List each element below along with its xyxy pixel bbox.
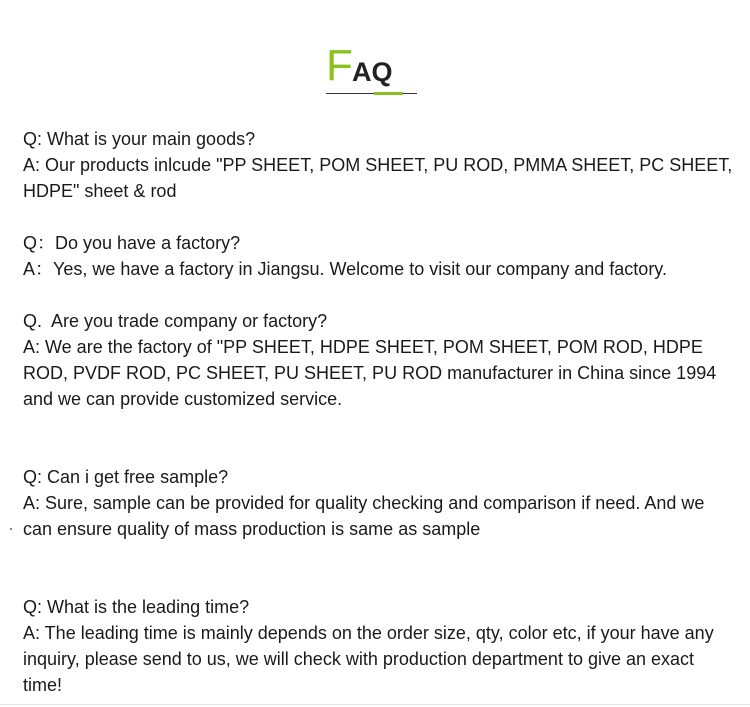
faq-heading-first-letter: F [326,41,353,90]
faq-question: Q: Can i get free sample? [23,467,229,487]
faq-item-leading-time [23,594,735,698]
faq-heading-rest: AQ [352,57,393,87]
faq-answer: A: Our products inlcude "PP SHEET, POM SHEET, PU ROD, PMMA SHEET, PC SHEET, HDPE" sheet & rod [23,155,738,201]
faq-question: Q. Are you trade company or factory? [23,311,328,331]
heading-underline [326,93,417,94]
faq-question: Q：Do you have a factory? [23,233,241,253]
faq-item-factory [23,230,735,282]
faq-answer: A: We are the factory of "PP SHEET, HDPE SHEET, POM SHEET, POM ROD, HDPE ROD, PVDF ROD, PC SHEET, PU SHEET, PU ROD manufacturer in China since 1994 and we can provide customized service. [23,337,722,409]
faq-item-free-sample [23,464,735,542]
bottom-divider [0,704,750,705]
heading-accent-bar [374,92,403,95]
faq-question: Q: What is the leading time? [23,597,250,617]
faq-answer: A: The leading time is mainly depends on the order size, qty, color etc, if your have any inquiry, please send to us, we will check with production department to give an exact time! [23,623,719,695]
faq-question: Q: What is your main goods? [23,129,256,149]
stray-dot [10,528,12,530]
faq-item-trade-or-factory [23,308,735,412]
faq-item-main-goods [23,126,738,204]
faq-heading [326,41,418,96]
faq-answer: A：Yes, we have a factory in Jiangsu. Welcome to visit our company and factory. [23,259,667,279]
faq-answer: A: Sure, sample can be provided for quality checking and comparison if need. And we can ensure quality of mass production is same as sample [23,493,710,539]
